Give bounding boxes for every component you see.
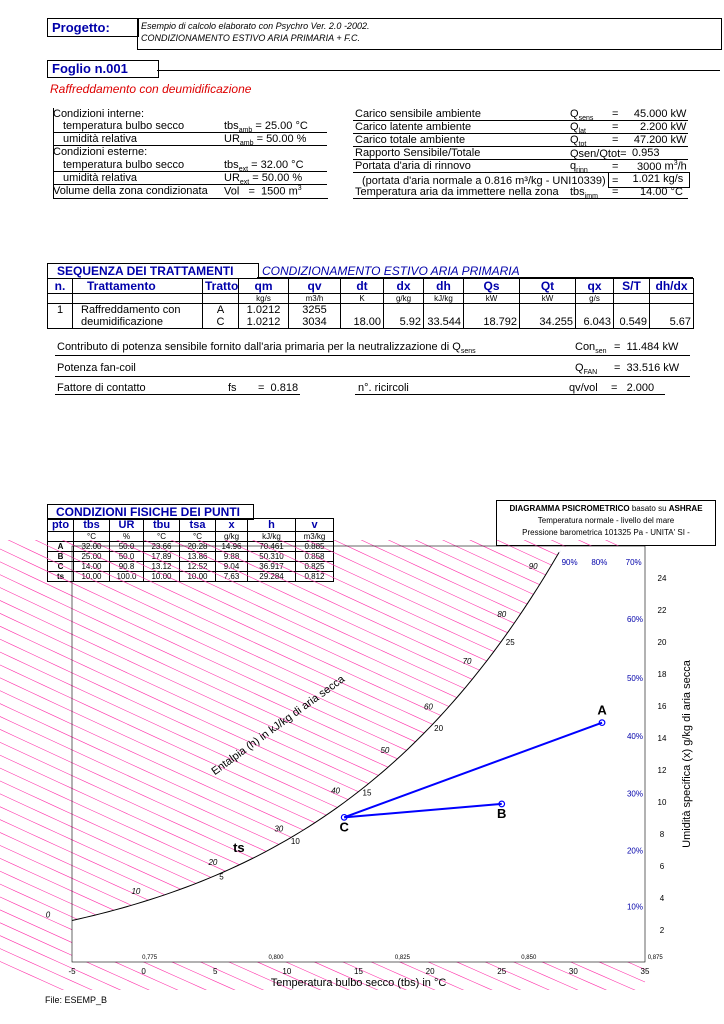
sens-label: Carico sensibile ambiente (355, 108, 481, 120)
lat-label: Carico latente ambiente (355, 121, 472, 133)
cf-cell: 90.8 (110, 562, 144, 572)
fatt-rule (55, 394, 300, 395)
seq-cell (614, 304, 650, 317)
cf-cell: A (48, 542, 74, 552)
cf-unit-7: m3/kg (296, 532, 334, 542)
rule-4 (53, 184, 327, 185)
ricircoli-label: n°. ricircoli (358, 382, 409, 394)
rinn-kg-box (608, 172, 690, 188)
sequence-table-wrap (47, 278, 693, 329)
fatt-value: = 0.818 (258, 382, 299, 394)
seq-cell (464, 304, 520, 317)
info-basato: basato su (631, 504, 667, 513)
cf-cell: ts (48, 572, 74, 582)
x-tick-label: 25 (497, 967, 507, 976)
esterne-label: Condizioni esterne: (53, 146, 148, 158)
section-title: Raffreddamento con deumidificazione (50, 82, 252, 96)
cf-title: CONDIZIONI FISICHE DEI PUNTI (56, 505, 241, 519)
interne-label: Condizioni interne: (53, 108, 145, 120)
tbs-int-label: temperatura bulbo secco (63, 120, 185, 132)
lat-value: = 2.200 kW (612, 121, 687, 133)
y-tick-label: 24 (657, 574, 667, 583)
footer-file: File: ESEMP_B (45, 995, 108, 1005)
timm-label: Temperatura aria da immettere nella zona (355, 186, 559, 198)
enthalpy-tick: 50 (380, 745, 390, 755)
point-label-B: B (497, 805, 507, 821)
rule-1 (53, 132, 327, 133)
cf-cell: 0.885 (296, 542, 334, 552)
lat-sym: $Q_{lat}$ (570, 121, 586, 136)
seq-cell: A (203, 304, 239, 317)
cf-unit-5: g/kg (216, 532, 248, 542)
cf-cell: 70.461 (248, 542, 296, 552)
cf-cell: 23.66 (144, 542, 180, 552)
enthalpy-tick: 40 (331, 786, 340, 796)
cf-cell: 50.310 (248, 552, 296, 562)
x-tick-label: 30 (568, 967, 578, 976)
sens-sym: $Q_{sens}$ (570, 108, 594, 123)
y-tick-label: 22 (657, 606, 667, 615)
cf-unit-6: kJ/kg (248, 532, 296, 542)
seq-unit-0 (48, 294, 73, 304)
rinn-kg-value: 1.021 kg/s (632, 173, 684, 185)
cf-header-0: pto (48, 519, 74, 532)
wetbulb-tick: 15 (362, 788, 372, 798)
cf-header-4: tsa (180, 519, 216, 532)
seq-cell: 5.67 (650, 316, 694, 329)
tbs-ext-value: tbs$_{ext}$ = 32.00 °C (224, 159, 304, 174)
rh-label: 90% (561, 558, 578, 567)
rh-label: 30% (626, 789, 643, 799)
tot-label: Carico totale ambiente (355, 134, 466, 146)
cf-cell: 10.00 (144, 572, 180, 582)
rinn-value: = 3000 $m^3/h$ (612, 160, 687, 173)
info-title: DIAGRAMMA PSICROMETRICO (509, 504, 630, 513)
contrib-sym: Con$_{sen}$ (575, 341, 607, 356)
cf-cell: 25.00 (74, 552, 110, 562)
seq-cell: 1 (48, 304, 73, 317)
cf-unit-2: % (110, 532, 144, 542)
volume-tick: 0,800 (268, 955, 284, 961)
cf-cell: 0.812 (296, 572, 334, 582)
seq-unit-6: g/kg (384, 294, 424, 304)
seq-cell: 18.792 (464, 316, 520, 329)
sequence-subtitle: CONDIZIONAMENTO ESTIVO ARIA PRIMARIA (262, 264, 520, 278)
cf-cell: 14.96 (216, 542, 248, 552)
cf-cell: 14.00 (74, 562, 110, 572)
fancoil-rule (55, 376, 690, 377)
seq-header-12: dh/dx (650, 279, 694, 294)
wetbulb-tick: 5 (219, 872, 224, 882)
volume-tick: 0,775 (142, 955, 158, 961)
rinn-kg-eq: = (612, 175, 619, 187)
sens-value: = 45.000 kW (612, 108, 687, 120)
seq-cell: C (203, 316, 239, 329)
enthalpy-tick: 60 (423, 702, 433, 712)
y-tick-label: 4 (659, 894, 665, 903)
seq-unit-3: kg/s (239, 294, 289, 304)
volume-tick: 0,850 (521, 955, 537, 961)
foglio-rule (157, 70, 720, 71)
seq-header-1: Trattamento (73, 279, 203, 294)
seq-unit-2 (203, 294, 239, 304)
seq-cell: 33.544 (424, 316, 464, 329)
cf-header-5: x (216, 519, 248, 532)
y-tick-label: 10 (657, 798, 667, 807)
seq-cell: 0.549 (614, 316, 650, 329)
seq-cell: Raffreddamento con (73, 304, 203, 317)
enthalpy-tick: 80 (497, 610, 507, 620)
tbs-ext-label: temperatura bulbo secco (63, 159, 185, 171)
enthalpy-line (0, 540, 645, 570)
cf-cell: 10.00 (74, 572, 110, 582)
rh-label: 20% (626, 846, 643, 856)
seq-cell (341, 304, 384, 317)
enthalpy-line (0, 540, 645, 558)
y-tick-label: 8 (659, 830, 665, 839)
rh-label: 50% (626, 674, 643, 684)
cf-header-7: v (296, 519, 334, 532)
seq-cell: deumidificazione (73, 316, 203, 329)
y-axis-label: Umidità specifica (x) g/kg di aria secca (681, 660, 693, 848)
seq-cell (520, 304, 576, 317)
contrib-value: = 11.484 kW (614, 341, 679, 353)
cf-header-2: UR (110, 519, 144, 532)
y-tick-label: 18 (657, 670, 667, 679)
seq-cell: 34.255 (520, 316, 576, 329)
seq-header-4: qv (289, 279, 341, 294)
x-tick-label: 10 (282, 967, 292, 976)
enthalpy-tick: 10 (131, 887, 141, 897)
seq-unit-5: K (341, 294, 384, 304)
cf-unit-1: °C (74, 532, 110, 542)
cf-cell: 50.0 (110, 552, 144, 562)
rh-label: 80% (591, 558, 608, 567)
wetbulb-tick: 10 (290, 836, 300, 846)
seq-unit-1 (73, 294, 203, 304)
seq-cell (424, 304, 464, 317)
seq-cell (650, 304, 694, 317)
rst-label: Rapporto Sensibile/Totale (355, 147, 481, 159)
seq-cell (48, 316, 73, 329)
cf-cell: 12.52 (180, 562, 216, 572)
seq-header-3: qm (239, 279, 289, 294)
sequence-table (47, 278, 694, 329)
table-row (48, 304, 694, 317)
seq-cell: 18.00 (341, 316, 384, 329)
info-ashrae: ASHRAE (668, 504, 703, 513)
cf-cell: 32.00 (74, 542, 110, 552)
cf-cell: 100.0 (110, 572, 144, 582)
volume-tick: 0,825 (394, 955, 410, 961)
x-tick-label: 20 (425, 967, 435, 976)
cf-cell: 0.825 (296, 562, 334, 572)
desc-line1: Esempio di calcolo elaborato con Psychro Ver. 2.0 -2002. (141, 21, 370, 31)
info-line3: Pressione barometrica 101325 Pa - UNITA' SI - (522, 528, 690, 537)
seq-unit-11 (614, 294, 650, 304)
ur-int-value: $UR_{amb} = 50.00$ % (224, 133, 307, 148)
seq-unit-8: kW (464, 294, 520, 304)
tot-sym: $Q_{tot}$ (570, 134, 587, 149)
seq-header-2: Tratto (203, 279, 239, 294)
x-tick-label: -5 (68, 967, 76, 976)
ur-ext-label: umidità relativa (63, 172, 137, 184)
y-tick-label: 20 (657, 638, 667, 647)
contrib-label: Contributo di potenza sensibile fornito dall'aria primaria per la neutralizzazione di $Q_{sens}$ (57, 341, 476, 356)
enthalpy-line-inside (0, 540, 645, 570)
cf-cell: B (48, 552, 74, 562)
x-tick-label: 35 (640, 967, 650, 976)
volume-tick: 0,875 (647, 955, 663, 961)
seq-header-0: n. (48, 279, 73, 294)
rh-label: 10% (626, 902, 643, 912)
timm-sym: tbs$_{imm}$ (570, 186, 598, 201)
qvvol-sym: qv/vol (569, 382, 598, 394)
cf-unit-4: °C (180, 532, 216, 542)
vol-label: Volume della zona condizionata (53, 185, 208, 197)
fancoil-label: Potenza fan-coil (57, 362, 136, 374)
rinn-note: (portata d'aria normale a 0.816 m³/kg - UNI10339) (362, 175, 606, 187)
fancoil-sym: $Q_{FAN}$ (575, 362, 598, 377)
desc-line2: CONDIZIONAMENTO ESTIVO ARIA PRIMARIA + F.C. (141, 33, 360, 43)
point-label-ts: ts (233, 839, 245, 855)
contrib-rule (55, 355, 690, 356)
x-axis-label: Temperatura bulbo secco (tbs) in °C (270, 977, 447, 989)
cf-cell: 50.0 (110, 542, 144, 552)
y-tick-label: 14 (657, 734, 667, 743)
cf-cell: 13.12 (144, 562, 180, 572)
seq-cell: 1.0212 (239, 304, 289, 317)
enthalpy-tick: 0 (45, 910, 51, 920)
fancoil-value: = 33.516 kW (614, 362, 680, 374)
cf-header-3: tbu (144, 519, 180, 532)
seq-cell (576, 304, 614, 317)
seq-unit-7: kJ/kg (424, 294, 464, 304)
cf-cell: 9.88 (216, 552, 248, 562)
cf-cell: 17.89 (144, 552, 180, 562)
seq-cell: 5.92 (384, 316, 424, 329)
sequence-title: SEQUENZA DEI TRATTAMENTI (57, 264, 234, 278)
cf-cell: 13.86 (180, 552, 216, 562)
enthalpy-axis-label: Entalpia (h) in kJ/kg di aria secca (209, 673, 348, 778)
volume-line (0, 546, 150, 962)
rinn-sym: $q_{rinn}$ (570, 160, 588, 175)
seq-header-11: S/T (614, 279, 650, 294)
rh-label: 70% (625, 558, 642, 567)
x-tick-label: 5 (213, 967, 218, 976)
x-tick-label: 15 (354, 967, 363, 976)
ricircoli-rule (355, 394, 665, 395)
rh-label: 40% (626, 732, 643, 742)
tot-value: = 47.200 kW (612, 134, 687, 146)
ur-ext-value: $UR_{ext} = 50.00$ % (224, 172, 303, 187)
enthalpy-tick: 20 (208, 858, 218, 868)
y-tick-label: 16 (657, 702, 667, 711)
point-label-A: A (597, 702, 607, 718)
tbs-int-value: tbs$_{amb}$ = 25.00 °C (224, 120, 308, 135)
cf-cell: 9.04 (216, 562, 248, 572)
enthalpy-tick: 90 (528, 561, 538, 571)
foglio-label: Foglio n.001 (52, 61, 128, 76)
seq-header-5: dt (341, 279, 384, 294)
sequence-units-row (48, 294, 694, 304)
info-line2: Temperatura normale - livello del mare (537, 516, 675, 525)
enthalpy-tick: 30 (274, 824, 284, 834)
cf-cell: 7.63 (216, 572, 248, 582)
seq-unit-10: g/s (576, 294, 614, 304)
wetbulb-tick: 20 (434, 723, 444, 733)
table-row (48, 316, 694, 329)
rinn-label: Portata d'aria di rinnovo (355, 160, 471, 172)
point-label-C: C (339, 819, 349, 835)
seq-header-7: dh (424, 279, 464, 294)
seq-cell: 3255 (289, 304, 341, 317)
y-tick-label: 2 (659, 926, 665, 935)
timm-value: = 14.00 °C (612, 186, 683, 198)
cf-header-row (48, 519, 334, 532)
qvvol-value: = 2.000 (611, 382, 655, 394)
seq-unit-9: kW (520, 294, 576, 304)
enthalpy-tick: 70 (462, 657, 472, 667)
y-tick-label: 12 (657, 766, 667, 775)
rst-value: 0.953 (632, 147, 660, 159)
rh-label: 60% (626, 615, 643, 625)
sequence-header-row (48, 279, 694, 294)
fatt-sym: fs (228, 382, 237, 394)
cf-cell: 29.284 (248, 572, 296, 582)
cf-cell: 20.28 (180, 542, 216, 552)
cf-header-1: tbs (74, 519, 110, 532)
rule-3 (53, 171, 327, 172)
cf-unit-3: °C (144, 532, 180, 542)
wetbulb-tick: 25 (505, 637, 515, 647)
progetto-label: Progetto: (52, 20, 110, 35)
ur-int-label: umidità relativa (63, 133, 137, 145)
seq-header-6: dx (384, 279, 424, 294)
fatt-label: Fattore di contatto (57, 382, 146, 394)
x-tick-label: 0 (141, 967, 146, 976)
rule-2 (53, 145, 327, 146)
seq-unit-12 (650, 294, 694, 304)
psychrometric-chart (0, 540, 724, 990)
conditions-rules (53, 108, 328, 199)
loads-rules (353, 120, 688, 200)
enthalpy-line-inside (0, 540, 645, 558)
seq-unit-4: m3/h (289, 294, 341, 304)
cf-cell: C (48, 562, 74, 572)
seq-header-10: qx (576, 279, 614, 294)
seq-cell: 3034 (289, 316, 341, 329)
vol-value: Vol = 1500 $m^3$ (224, 185, 302, 198)
cf-cell: 10.00 (180, 572, 216, 582)
y-tick-label: 6 (659, 862, 665, 871)
seq-header-8: Qs (464, 279, 520, 294)
cf-header-6: h (248, 519, 296, 532)
seq-cell: 1.0212 (239, 316, 289, 329)
cf-cell: 36.917 (248, 562, 296, 572)
rst-sym: Qsen/Qtot= (570, 148, 627, 160)
seq-cell (384, 304, 424, 317)
cf-cell: 0.858 (296, 552, 334, 562)
seq-cell: 6.043 (576, 316, 614, 329)
seq-header-9: Qt (520, 279, 576, 294)
